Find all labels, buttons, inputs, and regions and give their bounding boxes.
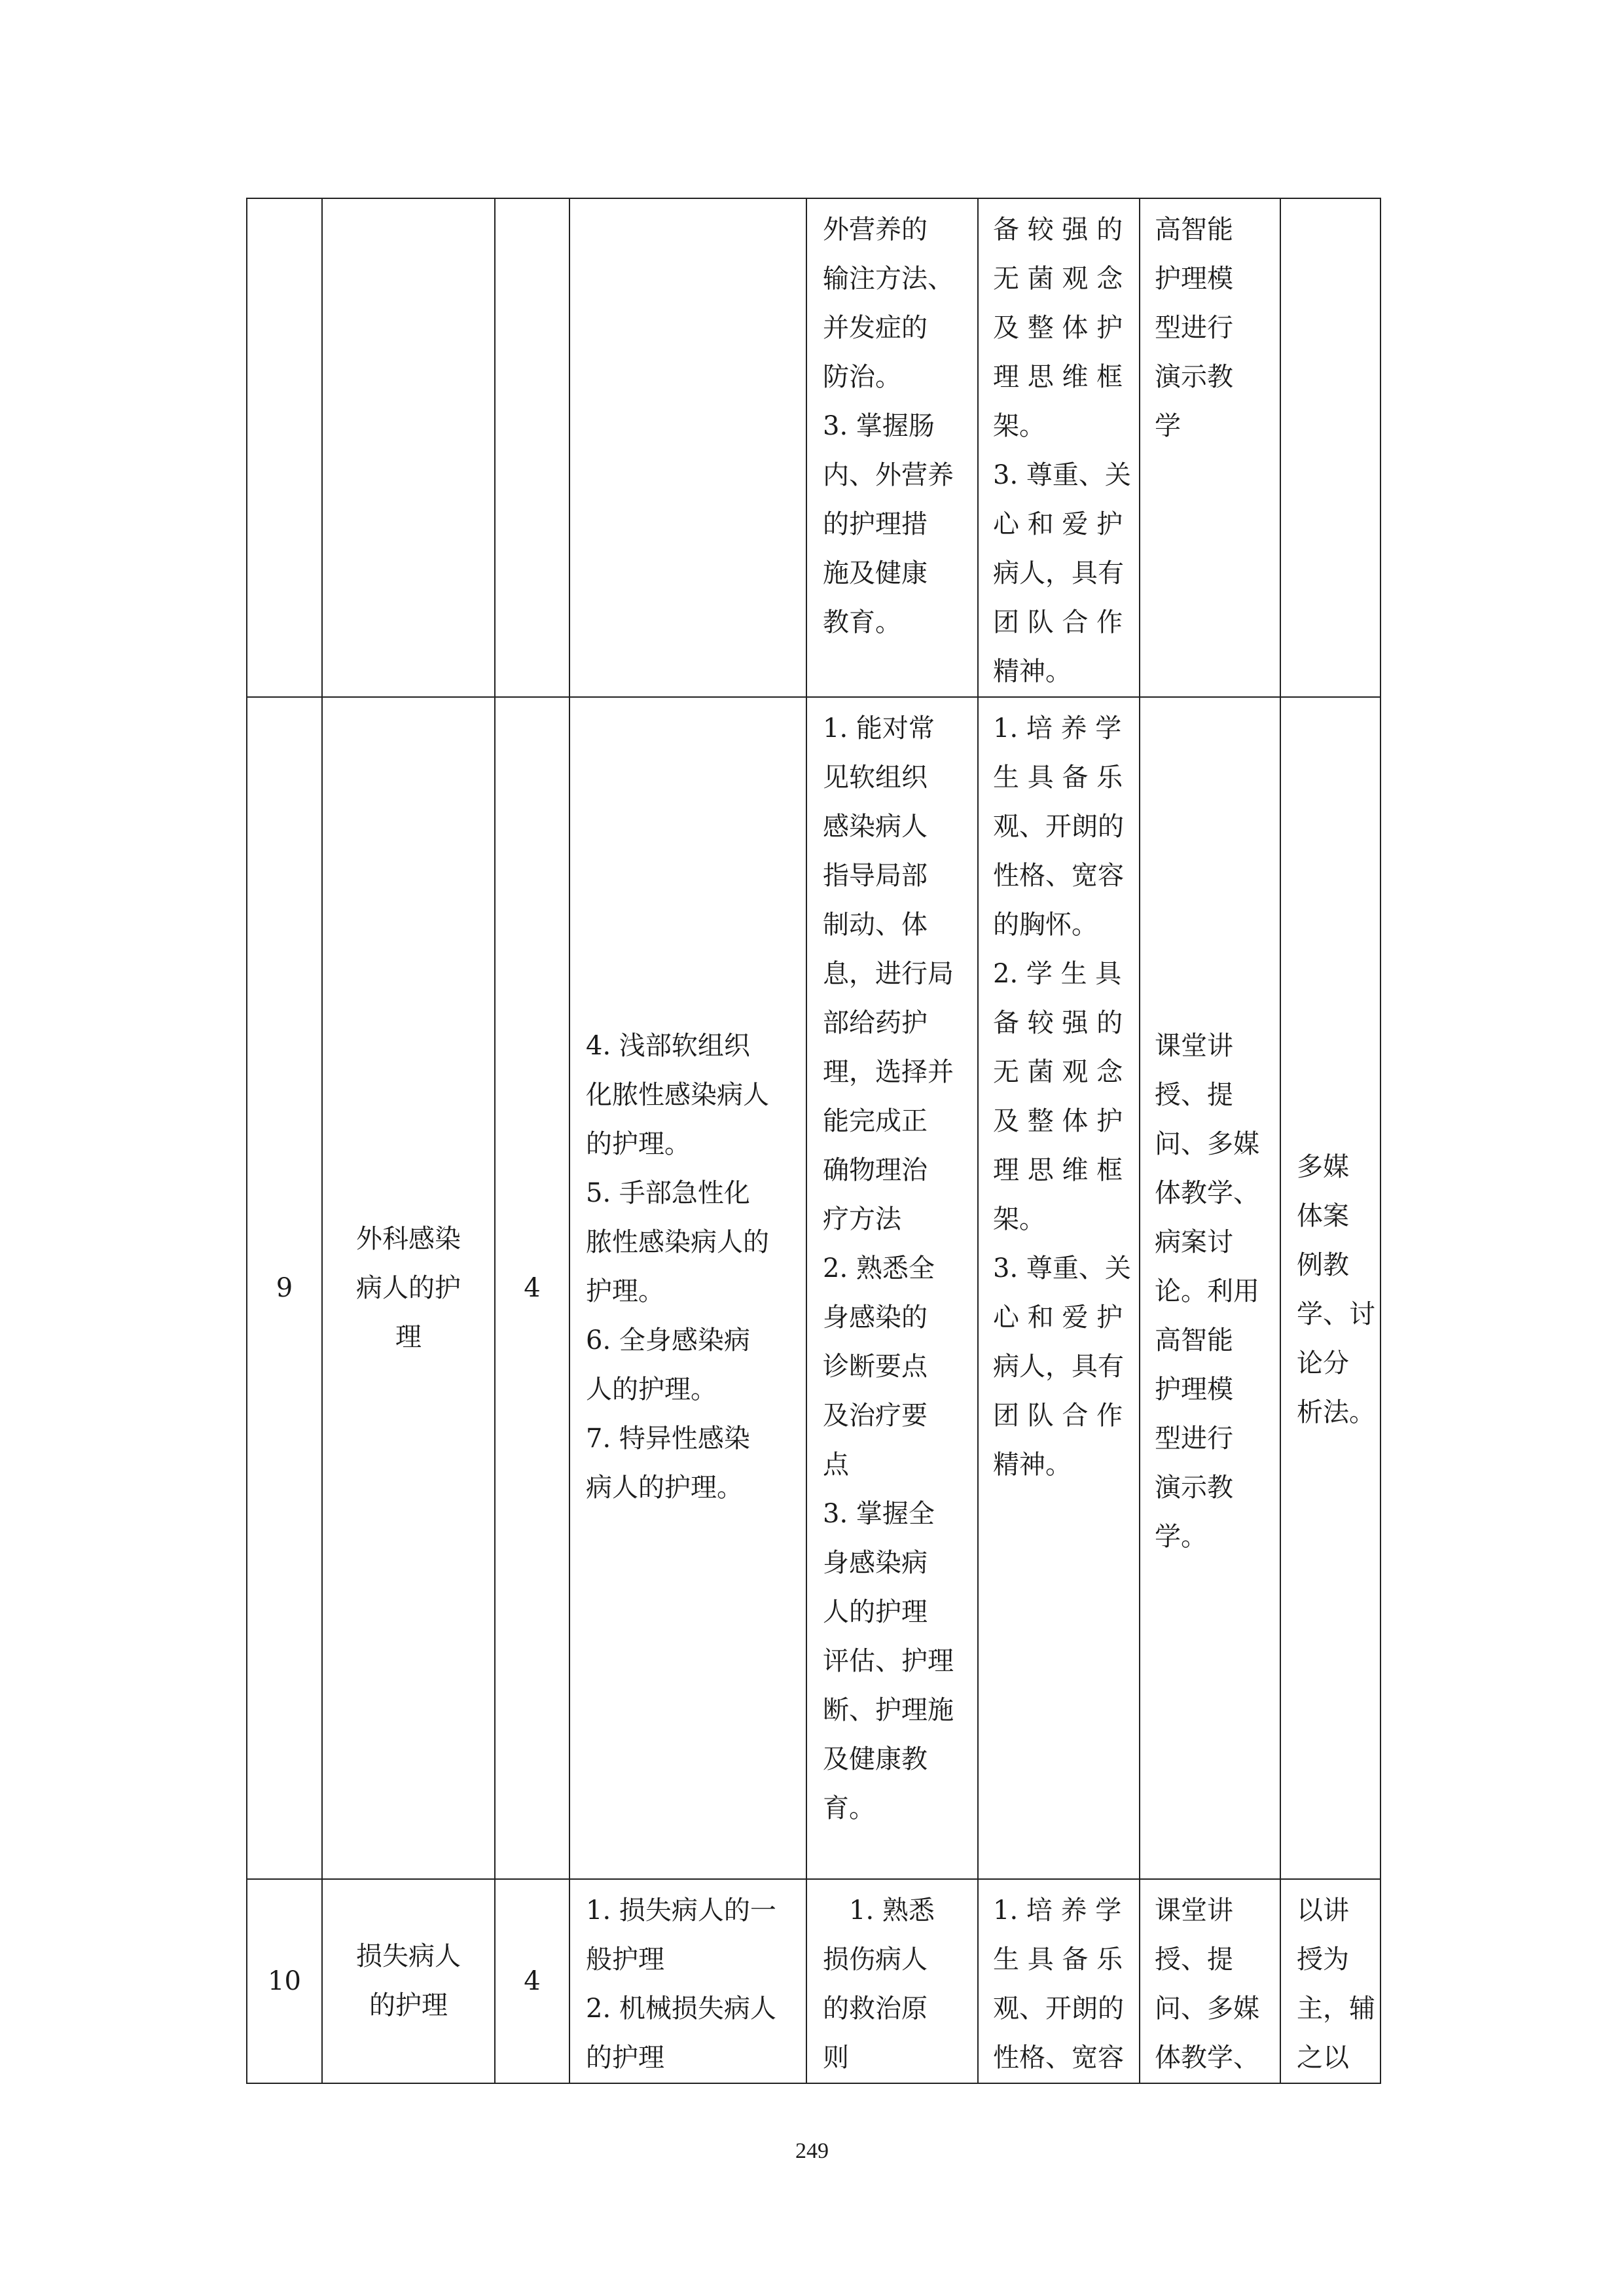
activity-line: 演示教 [1155, 1473, 1233, 1503]
cell-method [1280, 697, 1380, 1879]
quality-line: 观、开朗的 [993, 812, 1124, 842]
activity-line: 论。利用 [1155, 1276, 1259, 1306]
cell-knowledge [806, 697, 978, 1879]
content-line: 6. 全身感染病 [586, 1325, 750, 1355]
content-line: 护理。 [586, 1276, 664, 1306]
cell-hours [495, 198, 569, 697]
table-row [247, 198, 1380, 697]
method-line: 以讲 [1297, 1895, 1349, 1926]
quality-line: 观、开朗的 [993, 1994, 1124, 2024]
knowledge-line: 见软组织 [823, 762, 928, 793]
quality-line: 3. 尊重、关 [993, 460, 1131, 490]
activity-line: 学 [1155, 411, 1181, 441]
content-line: 般护理 [586, 1945, 664, 1975]
topic-line: 外科感染 [356, 1223, 461, 1254]
topic-line: 损失病人 [356, 1941, 461, 1971]
quality-line: 理 思 维 框 [993, 1155, 1123, 1185]
quality-line: 架。 [993, 411, 1045, 441]
knowledge-line: 则 [823, 2043, 849, 2073]
quality-line: 生 具 备 乐 [993, 1945, 1123, 1975]
cell-no [247, 1879, 322, 2083]
cell-method [1280, 1879, 1380, 2083]
knowledge-line: 外营养的 [823, 215, 928, 245]
activity-line: 授、提 [1155, 1945, 1233, 1975]
activity-line: 问、多媒 [1155, 1994, 1259, 2024]
quality-line: 心 和 爱 护 [993, 1302, 1123, 1333]
content-line: 1. 损失病人的一 [586, 1895, 776, 1926]
hours-value: 4 [524, 1272, 541, 1303]
curriculum-table [246, 198, 1381, 2084]
content-line: 7. 特异性感染 [586, 1424, 750, 1454]
knowledge-line: 1. 能对常 [823, 713, 935, 744]
knowledge-line: 育。 [823, 1793, 875, 1823]
knowledge-line: 人的护理 [823, 1597, 928, 1627]
cell-no [247, 198, 322, 697]
cell-activity [1140, 198, 1280, 697]
cell-topic [322, 198, 495, 697]
method-line: 析法。 [1297, 1397, 1375, 1427]
knowledge-line: 制动、体 [823, 910, 928, 940]
quality-line: 心 和 爱 护 [993, 509, 1123, 539]
knowledge-line: 1. 熟悉 [823, 1895, 935, 1926]
cell-content [569, 198, 806, 697]
cell-topic [322, 697, 495, 1879]
method-line: 论分 [1297, 1348, 1349, 1378]
quality-line: 病人，具有 [993, 1352, 1124, 1382]
quality-line: 架。 [993, 1204, 1045, 1234]
content-line: 的护理。 [586, 1129, 691, 1159]
content-line: 4. 浅部软组织 [586, 1031, 750, 1061]
method-line: 授为 [1297, 1945, 1349, 1975]
quality-line: 生 具 备 乐 [993, 762, 1123, 793]
quality-line: 精神。 [993, 1450, 1072, 1480]
quality-line: 及 整 体 护 [993, 313, 1123, 343]
knowledge-line: 感染病人 [823, 812, 928, 842]
activity-line: 演示教 [1155, 362, 1233, 392]
knowledge-line: 施及健康 [823, 558, 928, 588]
cell-quality [978, 198, 1140, 697]
cell-quality [978, 697, 1140, 1879]
activity-line: 护理模 [1155, 264, 1233, 294]
activity-line: 病案讨 [1155, 1227, 1233, 1257]
quality-line: 备 较 强 的 [993, 1008, 1123, 1038]
hours-value: 4 [524, 1965, 541, 1996]
knowledge-line: 断、护理施 [823, 1695, 954, 1725]
content-line: 的护理 [586, 2043, 664, 2073]
cell-knowledge [806, 1879, 978, 2083]
cell-hours [495, 1879, 569, 2083]
content-line: 人的护理。 [586, 1374, 717, 1405]
topic-line: 的护理 [369, 1990, 448, 2020]
cell-quality [978, 1879, 1140, 2083]
page-number: 249 [795, 2139, 829, 2163]
cell-activity [1140, 1879, 1280, 2083]
knowledge-line: 疗方法 [823, 1204, 901, 1234]
knowledge-line: 身感染病 [823, 1548, 928, 1578]
quality-line: 精神。 [993, 656, 1072, 687]
knowledge-line: 理，选择并 [823, 1057, 954, 1087]
activity-line: 护理模 [1155, 1374, 1233, 1405]
quality-line: 1. 培 养 学 [993, 1895, 1122, 1926]
content-line: 化脓性感染病人 [586, 1080, 769, 1110]
knowledge-line: 能完成正 [823, 1106, 928, 1136]
topic-line: 理 [395, 1321, 422, 1352]
activity-line: 型进行 [1155, 313, 1233, 343]
quality-line: 3. 尊重、关 [993, 1253, 1131, 1283]
knowledge-line: 并发症的 [823, 313, 928, 343]
content-line: 病人的护理。 [586, 1473, 743, 1503]
quality-line: 备 较 强 的 [993, 215, 1123, 245]
activity-line: 体教学、 [1155, 1178, 1259, 1208]
content-line: 脓性感染病人的 [586, 1227, 769, 1257]
knowledge-line: 点 [823, 1450, 849, 1480]
knowledge-line: 内、外营养 [823, 460, 954, 490]
quality-line: 性格、宽容 [993, 2043, 1124, 2073]
method-line: 主，辅 [1297, 1994, 1375, 2024]
cell-knowledge [806, 198, 978, 697]
table-row [247, 697, 1380, 1879]
activity-line: 课堂讲 [1155, 1895, 1233, 1926]
method-line: 例教 [1297, 1250, 1349, 1280]
knowledge-line: 3. 掌握全 [823, 1499, 935, 1529]
knowledge-line: 确物理治 [823, 1155, 928, 1185]
activity-line: 型进行 [1155, 1424, 1233, 1454]
quality-line: 理 思 维 框 [993, 362, 1123, 392]
knowledge-line: 及健康教 [823, 1744, 928, 1774]
method-line: 多媒 [1297, 1152, 1349, 1182]
knowledge-line: 的救治原 [823, 1994, 928, 2024]
method-line: 之以 [1297, 2043, 1349, 2073]
activity-line: 授、提 [1155, 1080, 1233, 1110]
no-value: 10 [268, 1965, 301, 1996]
quality-line: 2. 学 生 具 [993, 959, 1122, 989]
method-line: 体案 [1297, 1201, 1349, 1231]
quality-line: 团 队 合 作 [993, 607, 1123, 637]
knowledge-line: 评估、护理 [823, 1646, 954, 1676]
knowledge-line: 防治。 [823, 362, 901, 392]
method-line: 学、讨 [1297, 1299, 1375, 1329]
activity-line: 体教学、 [1155, 2043, 1259, 2073]
quality-line: 性格、宽容 [993, 861, 1124, 891]
quality-line: 无 菌 观 念 [993, 1057, 1123, 1087]
quality-line: 及 整 体 护 [993, 1106, 1123, 1136]
quality-line: 1. 培 养 学 [993, 713, 1122, 744]
knowledge-line: 输注方法、 [823, 264, 954, 294]
topic-line: 病人的护 [356, 1272, 461, 1303]
quality-line: 病人，具有 [993, 558, 1124, 588]
knowledge-line: 的护理措 [823, 509, 928, 539]
activity-line: 高智能 [1155, 1325, 1233, 1355]
no-value: 9 [276, 1272, 293, 1303]
activity-line: 学。 [1155, 1522, 1207, 1552]
table-row [247, 1879, 1380, 2083]
cell-hours [495, 697, 569, 1879]
cell-topic [322, 1879, 495, 2083]
knowledge-line: 身感染的 [823, 1302, 928, 1333]
quality-line: 无 菌 观 念 [993, 264, 1123, 294]
activity-line: 课堂讲 [1155, 1031, 1233, 1061]
knowledge-line: 3. 掌握肠 [823, 411, 935, 441]
knowledge-line: 息，进行局 [823, 959, 954, 989]
cell-content [569, 1879, 806, 2083]
knowledge-line: 损伤病人 [823, 1945, 928, 1975]
content-line: 5. 手部急性化 [586, 1178, 750, 1208]
knowledge-line: 指导局部 [823, 861, 928, 891]
cell-activity [1140, 697, 1280, 1879]
quality-line: 团 队 合 作 [993, 1401, 1123, 1431]
activity-line: 问、多媒 [1155, 1129, 1259, 1159]
knowledge-line: 及治疗要 [823, 1401, 928, 1431]
knowledge-line: 诊断要点 [823, 1352, 928, 1382]
knowledge-line: 2. 熟悉全 [823, 1253, 935, 1283]
cell-method [1280, 198, 1380, 697]
cell-no [247, 697, 322, 1879]
quality-line: 的胸怀。 [993, 910, 1098, 940]
knowledge-line: 部给药护 [823, 1008, 928, 1038]
activity-line: 高智能 [1155, 215, 1233, 245]
cell-content [569, 697, 806, 1879]
knowledge-line: 教育。 [823, 607, 901, 637]
content-line: 2. 机械损失病人 [586, 1994, 776, 2024]
